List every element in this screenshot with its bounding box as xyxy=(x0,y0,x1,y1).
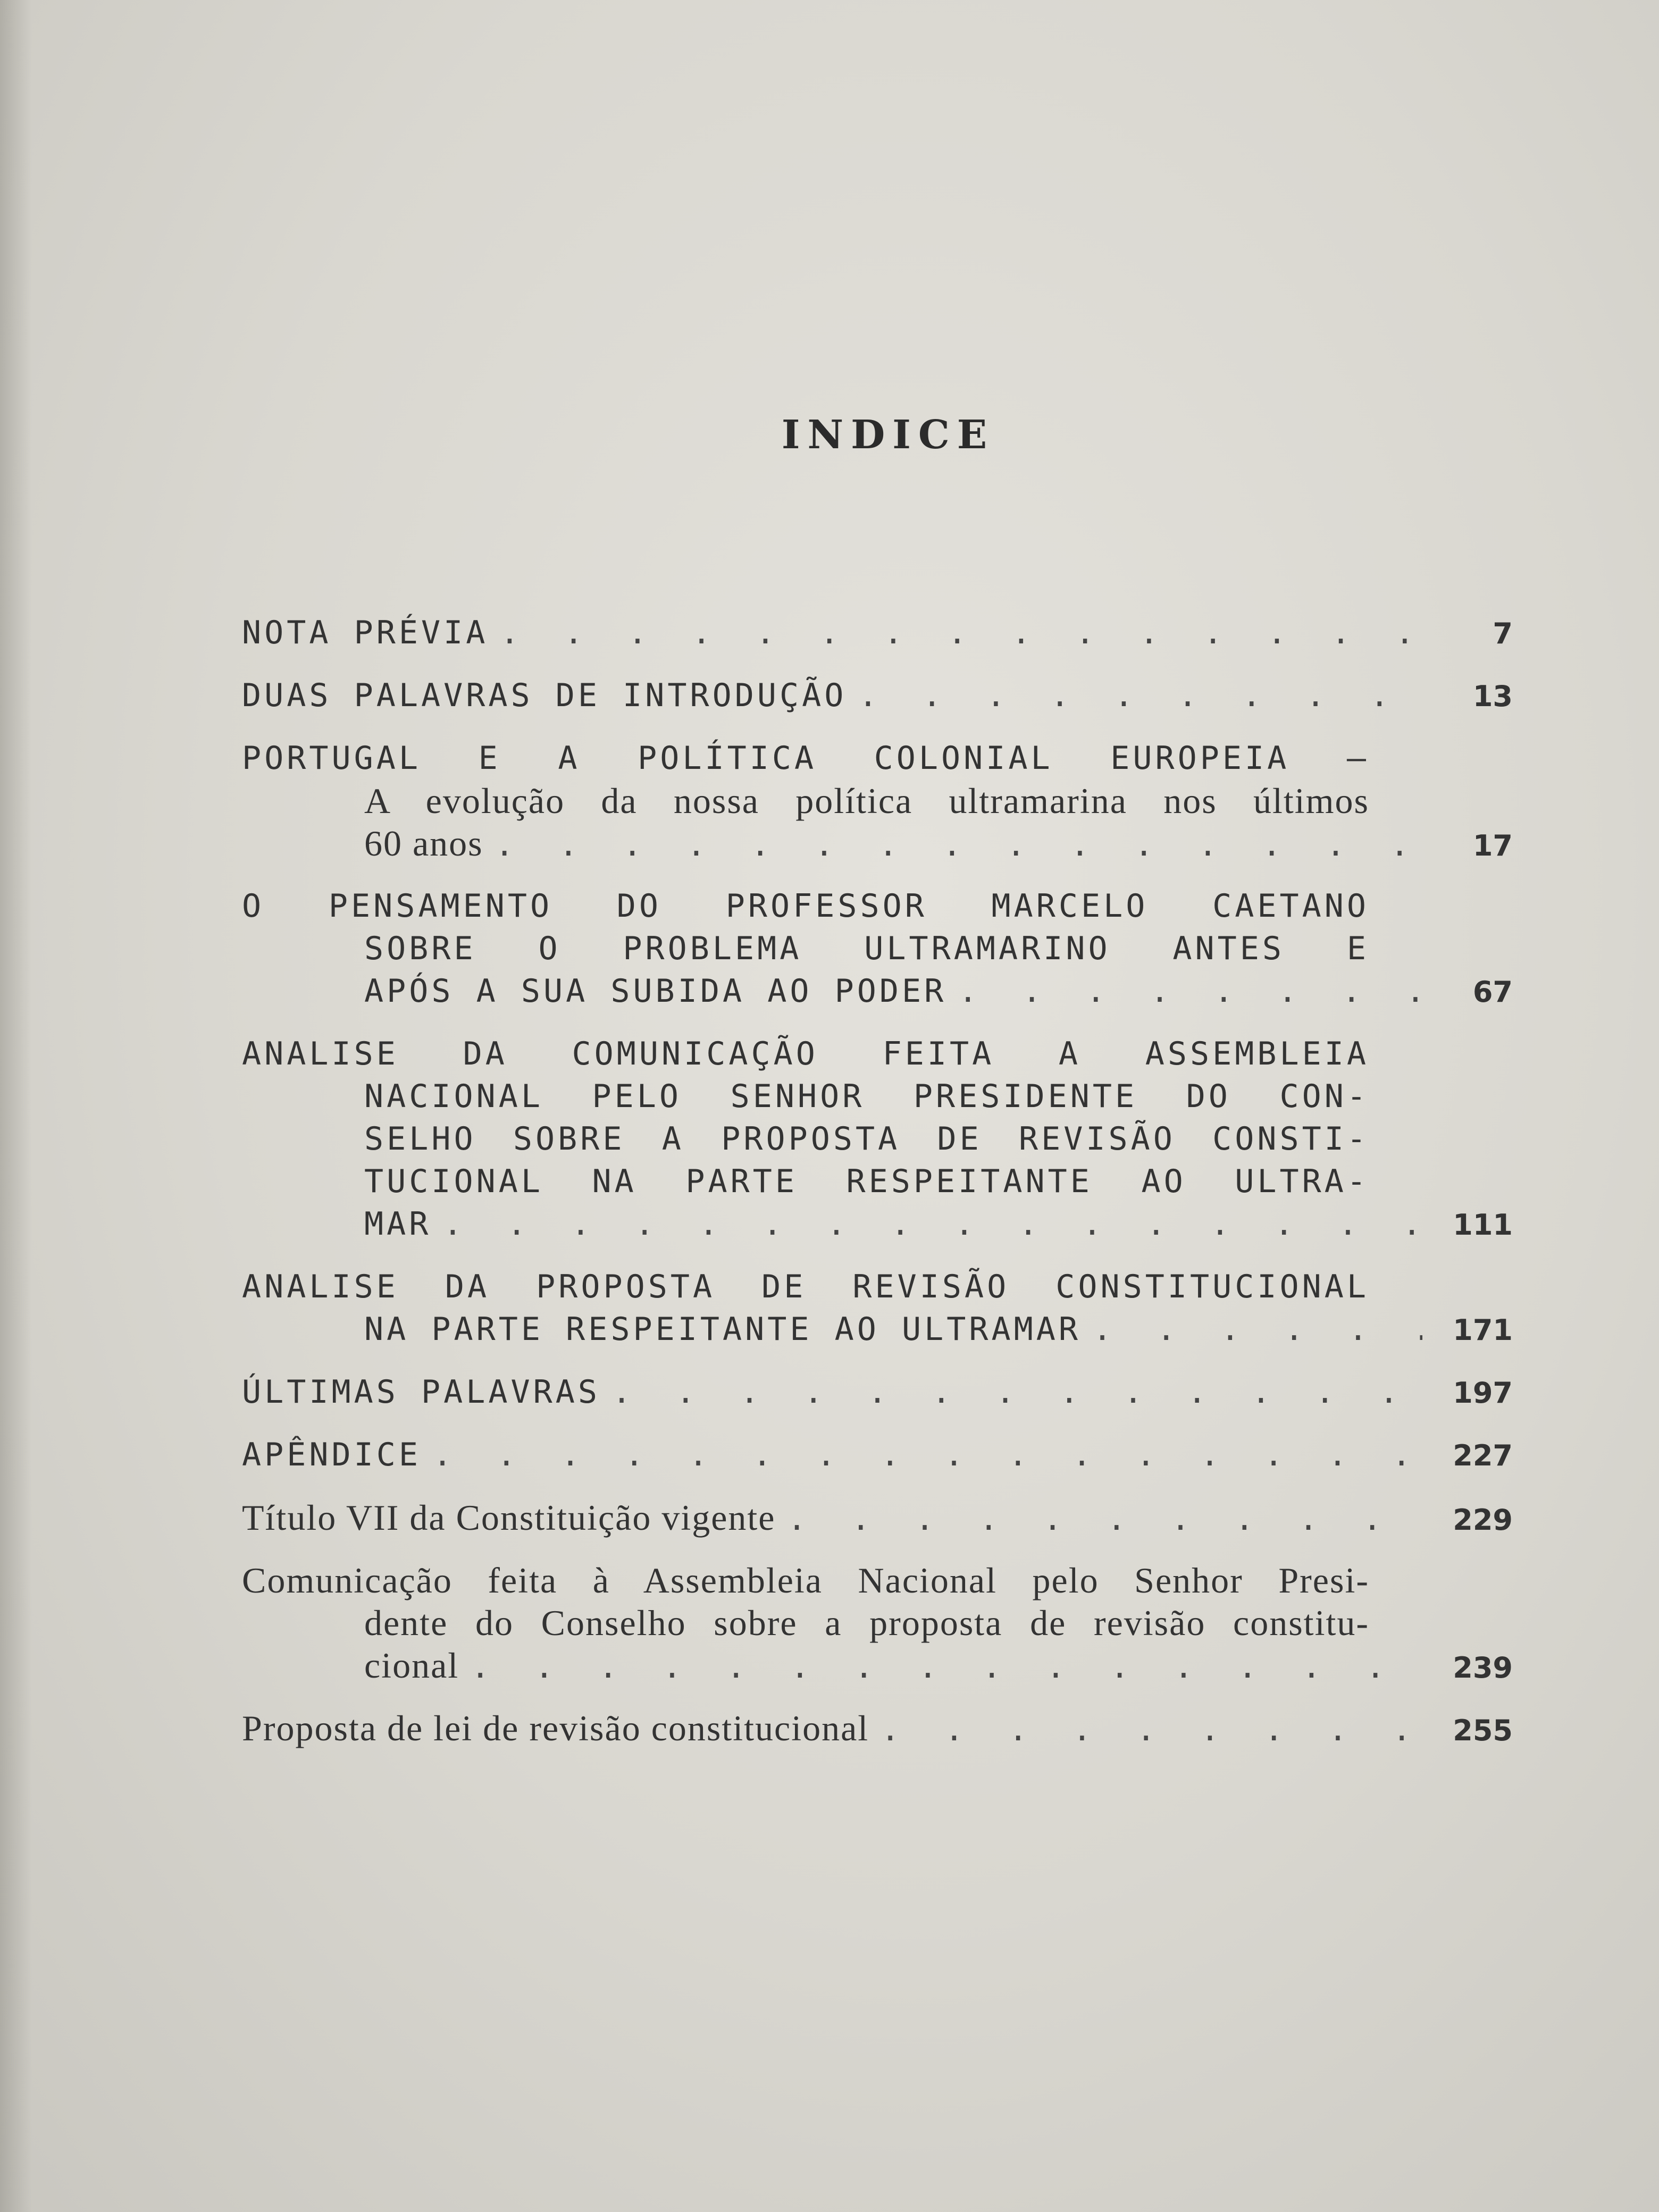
toc-entry-title: PORTUGAL E A POLÍTICA COLONIAL EUROPEIA — xyxy=(242,740,1369,777)
toc-entry-title: APÓS A SUA SUBIDA AO PODER xyxy=(364,973,947,1010)
toc-entry xyxy=(242,737,1513,865)
toc-page-number: 197 xyxy=(1453,1376,1513,1410)
toc-entry-title: O PENSAMENTO DO PROFESSOR MARCELO CAETANO xyxy=(242,887,1369,925)
dot-leader xyxy=(958,970,1422,1012)
toc-entry-title: ÚLTIMAS PALAVRAS xyxy=(242,1373,600,1411)
page-edge-shadow xyxy=(0,0,32,2212)
toc-entry xyxy=(242,611,1513,654)
toc-entry-title: ANALISE DA PROPOSTA DE REVISÃO CONSTITUCIONAL xyxy=(242,1268,1369,1305)
toc-page-number: 255 xyxy=(1453,1714,1513,1747)
toc-entry xyxy=(242,1707,1513,1749)
toc-entry-title: SELHO SOBRE A PROPOSTA DE REVISÃO CONSTI- xyxy=(364,1120,1369,1158)
toc-entry-title: MAR xyxy=(364,1205,432,1243)
toc-entry-title: NACIONAL PELO SENHOR PRESIDENTE DO CON- xyxy=(364,1078,1369,1115)
toc-entry xyxy=(242,1033,1513,1245)
dot-leader xyxy=(443,1203,1422,1245)
toc-entry-title: DUAS PALAVRAS DE INTRODUÇÃO xyxy=(242,677,847,714)
toc-entry-title: cional xyxy=(364,1645,459,1686)
toc-entry-title: dente do Conselho sobre a proposta de revisão constitu- xyxy=(364,1603,1369,1643)
toc-entry xyxy=(242,885,1513,1012)
toc-page-number: 111 xyxy=(1453,1208,1513,1242)
toc-entry-title: Proposta de lei de revisão constitucional xyxy=(242,1708,869,1748)
toc-entry-subtitle: A evolução da nossa política ultramarina nos últimos xyxy=(364,781,1369,821)
dot-leader xyxy=(787,1498,1422,1540)
toc-entry xyxy=(242,1371,1513,1413)
dot-leader xyxy=(858,674,1422,717)
dot-leader xyxy=(612,1371,1422,1413)
toc-page-number: 227 xyxy=(1453,1439,1513,1472)
toc-entry-title: NOTA PRÉVIA xyxy=(242,614,489,651)
dot-leader xyxy=(1093,1308,1422,1351)
toc-entry xyxy=(242,1266,1513,1351)
toc-entry xyxy=(242,674,1513,717)
toc-entry-title: SOBRE O PROBLEMA ULTRAMARINO ANTES E xyxy=(364,930,1369,967)
toc-page-number: 239 xyxy=(1453,1651,1513,1685)
toc-entry xyxy=(242,1496,1513,1539)
dot-leader xyxy=(881,1708,1422,1751)
toc-entry xyxy=(242,1434,1513,1476)
dot-leader xyxy=(495,824,1422,866)
table-of-contents xyxy=(242,611,1513,1770)
toc-entry xyxy=(242,1559,1513,1687)
page-title: INDICE xyxy=(781,412,995,458)
toc-entry-title: Comunicação feita à Assembleia Nacional pelo Senhor Presi- xyxy=(242,1560,1369,1601)
toc-entry-title: NA PARTE RESPEITANTE AO ULTRAMAR xyxy=(364,1311,1081,1348)
dot-leader xyxy=(500,611,1422,654)
toc-page-number: 229 xyxy=(1453,1503,1513,1537)
toc-page-number: 171 xyxy=(1453,1313,1513,1347)
dot-leader xyxy=(433,1434,1422,1476)
toc-page-number: 13 xyxy=(1472,680,1513,713)
toc-page-number: 17 xyxy=(1472,829,1513,862)
dot-leader xyxy=(471,1646,1422,1688)
toc-entry-title: APÊNDICE xyxy=(242,1436,421,1473)
toc-entry-title: Título VII da Constituição vigente xyxy=(242,1497,776,1538)
toc-entry-title: ANALISE DA COMUNICAÇÃO FEITA A ASSEMBLEIA xyxy=(242,1035,1369,1073)
toc-entry-title: TUCIONAL NA PARTE RESPEITANTE AO ULTRA- xyxy=(364,1163,1369,1200)
toc-page-number: 7 xyxy=(1493,617,1513,650)
toc-entry-subtitle: 60 anos xyxy=(364,823,483,864)
toc-page-number: 67 xyxy=(1472,975,1513,1009)
